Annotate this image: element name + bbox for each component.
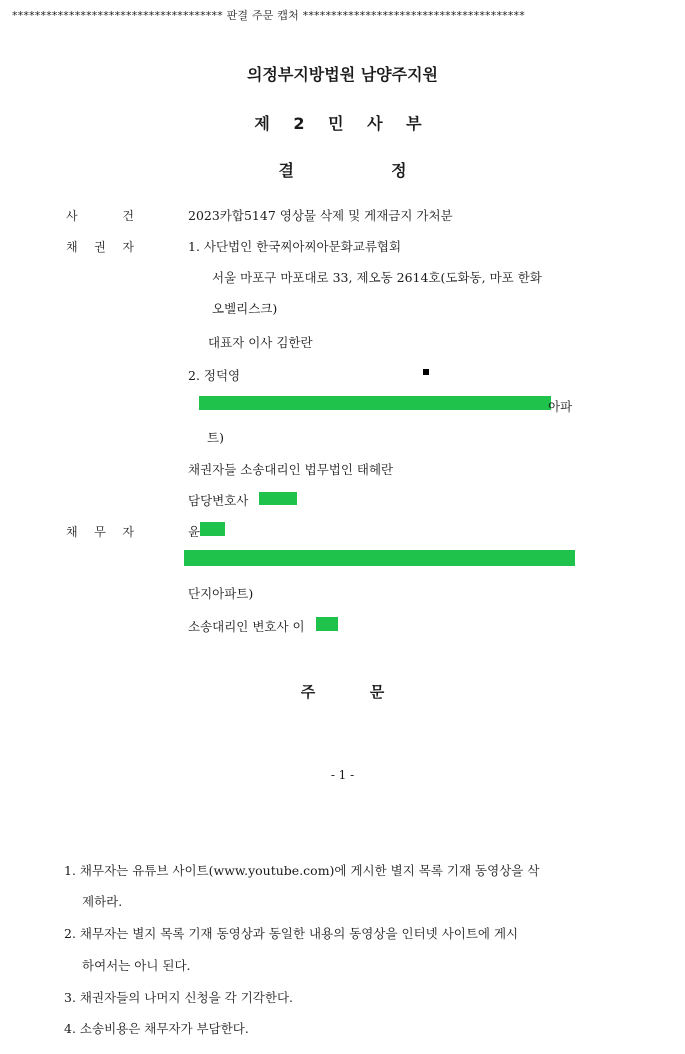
- case-label: 사 건: [66, 209, 134, 223]
- capture-banner: ************************************* 판결 주문 캡처 ***************************************: [12, 9, 525, 22]
- creditor-1-representative: 대표자 이사 김한란: [208, 335, 313, 350]
- redaction-lawyer-name: [259, 492, 297, 505]
- order-item-2-line2: 하여서는 아니 된다.: [82, 958, 191, 973]
- debtor-address-tail: 단지아파트): [188, 586, 254, 601]
- title-char-2: 정: [391, 161, 407, 180]
- order-item-2: 2. 채무자는 별지 목록 기재 동영상과 동일한 내용의 동영상을 인터넷 사이트에 게시: [64, 926, 519, 941]
- document-title: [0, 158, 685, 181]
- debtor-name-first: 윤: [188, 524, 201, 539]
- order-item-1-line2: 제하라.: [82, 894, 123, 909]
- creditor-1-address-line1: 서울 마포구 마포대로 33, 제오동 2614호(도화동, 마포 한화: [212, 270, 542, 285]
- creditor-1-name: 1. 사단법인 한국찌아찌아문화교류협회: [188, 239, 402, 254]
- creditor-label: 채 권 자: [66, 240, 134, 254]
- title-char-1: 결: [278, 161, 294, 180]
- creditor-2-address-tail: 아파: [548, 399, 573, 414]
- case-value: 2023카합5147 영상물 삭제 및 게재금지 가처분: [188, 208, 453, 223]
- creditor-attorney: 채권자들 소송대리인 법무법인 태헤란: [188, 462, 394, 477]
- redaction-dot: [423, 369, 429, 375]
- debtor-attorney: 소송대리인 변호사 이: [188, 619, 305, 634]
- division-name: 제 2 민 사 부: [254, 114, 431, 133]
- order-heading: 주 문: [300, 683, 385, 701]
- redaction-creditor-2-address: [199, 396, 551, 410]
- page-number: - 1 -: [330, 768, 355, 782]
- order-item-3: 3. 채권자들의 나머지 신청을 각 기각한다.: [64, 990, 293, 1005]
- creditor-lawyer-label: 담당변호사: [188, 493, 249, 508]
- order-item-1: 1. 채무자는 유튜브 사이트(www.youtube.com)에 게시한 별지 목록 기재 동영상을 삭: [64, 863, 540, 878]
- redaction-debtor-attorney: [316, 617, 338, 631]
- court-name: 의정부지방법원 남양주지원: [246, 65, 439, 84]
- creditor-2-name: 2. 정덕영: [188, 368, 241, 383]
- creditor-1-address-line2: 오벨리스크): [212, 301, 278, 316]
- redaction-debtor-name: [200, 522, 225, 536]
- creditor-2-address-line2: 트): [207, 430, 224, 445]
- redaction-debtor-address: [184, 550, 575, 566]
- order-item-4: 4. 소송비용은 채무자가 부담한다.: [64, 1021, 249, 1036]
- debtor-label: 채 무 자: [66, 525, 134, 539]
